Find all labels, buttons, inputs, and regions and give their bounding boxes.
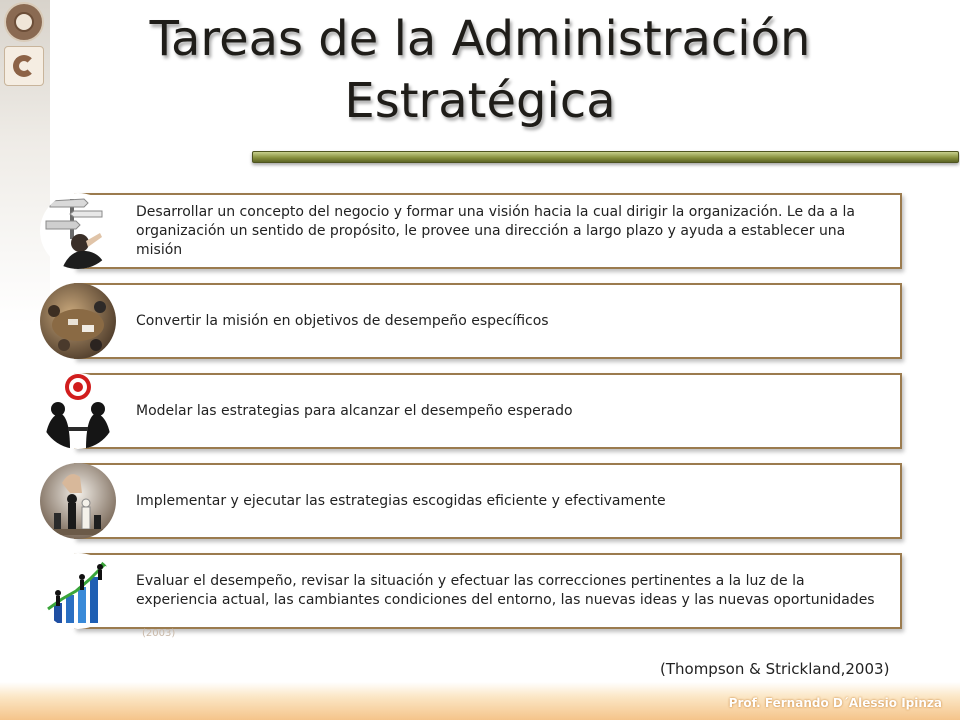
growth-bars-people-icon <box>40 553 116 629</box>
step-4-text: Implementar y ejecutar las estrategias escogidas eficiente y efectivamente <box>136 492 666 509</box>
step-3-box <box>74 373 902 449</box>
step-4-box <box>74 463 902 539</box>
meeting-table-icon <box>40 283 116 359</box>
step-5-box <box>74 553 902 629</box>
citation: (Thompson & Strickland,2003) <box>660 660 890 678</box>
signpost-person-icon <box>40 193 116 269</box>
target-chess-players-icon <box>40 373 116 449</box>
step-5-text: Evaluar el desempeño, revisar la situación y efectuar las correcciones pertinentes a la luz de la experiencia actual, las cambiantes condiciones del entorno, las nuevas ideas y las nuevas oportunidades <box>136 573 875 608</box>
step-2-text: Convertir la misión en objetivos de desempeño específicos <box>136 312 549 329</box>
title-underline-bar <box>252 151 959 163</box>
title-line-2: Estratégica <box>344 73 616 129</box>
title-line-1: Tareas de la Administración <box>149 11 811 67</box>
faded-citation: (2003) <box>142 628 176 639</box>
step-1-box <box>74 193 902 269</box>
footer-author: Prof. Fernando D´Alessio Ipinza <box>728 696 942 710</box>
slide-title <box>90 8 870 132</box>
step-1-text: Desarrollar un concepto del negocio y formar una visión hacia la cual dirigir la organización. Le da a la organización un sentido de propósito, le provee una dirección a largo plazo y ayuda a establecer una misión <box>136 203 855 258</box>
centrum-logo <box>4 46 44 86</box>
chess-pieces-icon <box>40 463 116 539</box>
university-seal-logo <box>4 2 44 42</box>
step-3-text: Modelar las estrategias para alcanzar el desempeño esperado <box>136 402 573 419</box>
left-decorative-strip <box>0 0 50 720</box>
footer-band <box>0 682 960 720</box>
step-2-box <box>74 283 902 359</box>
